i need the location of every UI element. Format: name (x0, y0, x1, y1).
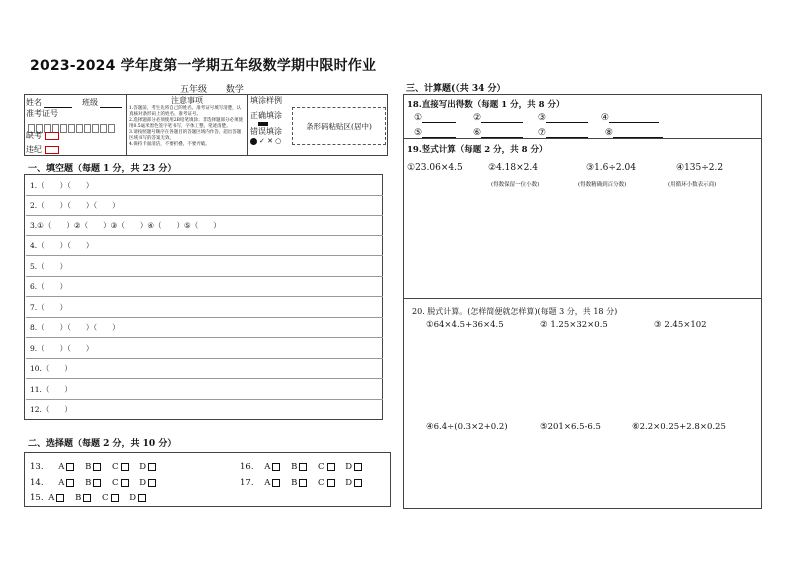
choice-box[interactable] (148, 463, 156, 471)
student-info (24, 94, 127, 156)
notes-title: 注意事项 (171, 96, 203, 105)
choice-item-13: 13. A B C D (30, 462, 164, 472)
q19-note: (得数精确到百分数) (578, 182, 627, 188)
choice-item-17: 17. A B C D (240, 478, 370, 488)
answer-line[interactable] (422, 122, 456, 123)
choice-box[interactable] (121, 463, 129, 471)
fill-row[interactable]: 3.①（ ）②（ ）③（ ）④（ ）⑤（ ） (26, 216, 383, 236)
choice-box[interactable] (148, 479, 156, 487)
section3-heading: 三、计算题(（共 34 分） (406, 84, 506, 94)
barcode-area: 条形码粘贴区(居中) (292, 107, 386, 145)
violation-box[interactable] (45, 146, 59, 154)
fill-row[interactable]: 6.（ ） (26, 277, 383, 297)
q20-item: ①64×4.5+36×4.5 (426, 320, 504, 330)
choice-box[interactable] (327, 479, 335, 487)
note-2: 2.选择题部分必须使用2B铅笔填涂；非选择题部分必须使用0.5毫米黑色签字笔书写，字体工整、笔迹清楚。 (129, 118, 243, 129)
section2-heading: 二、选择题（每题 2 分，共 10 分） (28, 439, 177, 449)
fill-title: 填涂样例 (250, 96, 282, 105)
violation-label: 违纪 (26, 145, 42, 154)
q19-item: ③1.6÷2.04 (586, 163, 636, 173)
choice-box[interactable] (299, 463, 307, 471)
q18-row1: ① ② ③ ④ (414, 113, 659, 123)
fill-row[interactable]: 10.（ ） (26, 359, 383, 379)
choice-item-16: 16. A B C D (240, 462, 370, 472)
q18-heading: 18.直接写出得数（每题 1 分，共 8 分） (407, 100, 565, 110)
choice-box[interactable] (66, 479, 74, 487)
choice-box[interactable] (93, 479, 101, 487)
section3-box (403, 94, 762, 509)
q19-note: (用循环小数表示商) (668, 182, 717, 188)
fill-sample (250, 95, 290, 155)
note-4: 4.保持卡面清洁，不要折叠、不要弄破。 (129, 142, 210, 147)
grade-label: 五年级 (180, 85, 208, 95)
id-label: 准考证号 (26, 109, 58, 118)
choice-box[interactable] (272, 479, 280, 487)
fill-row[interactable]: 4.（ ）（ ） (26, 236, 383, 256)
q19-item: ④135÷2.2 (676, 163, 724, 173)
answer-line[interactable] (609, 122, 659, 123)
class-label: 班级 (82, 98, 98, 107)
fill-row[interactable]: 7.（ ） (26, 298, 383, 318)
fill-row[interactable]: 12.（ ） (30, 405, 72, 414)
q19-item: ①23.06×4.5 (407, 163, 463, 173)
q20-item: ② 1.25×32×0.5 (540, 320, 608, 330)
choice-item-15: 15. A B C D (30, 493, 154, 503)
choice-box[interactable] (56, 494, 64, 502)
fill-row[interactable]: 9.（ ）（ ） (26, 339, 383, 359)
page-title: 2023-2024 学年度第一学期五年级数学期中限时作业 (30, 58, 377, 74)
q19-item: ②4.18×2.4 (488, 163, 538, 173)
absent-box[interactable] (45, 132, 59, 140)
fill-row[interactable]: 8.（ ）（ ）（ ） (26, 318, 383, 338)
note-1: 1.答题前，考生先将自己的姓名、准考证号填写清楚，认真核对条形码上的姓名、准考证号。 (129, 106, 242, 117)
subject-label: 数学 (225, 85, 244, 95)
wrong-marks-icon: ✓ ✕ ○ (250, 137, 290, 145)
fill-wrong: 错误填涂 (250, 127, 282, 136)
answer-line[interactable] (481, 122, 523, 123)
choice-box[interactable] (138, 494, 146, 502)
class-field[interactable] (100, 107, 122, 108)
answer-line[interactable] (481, 137, 523, 138)
q20-item: ⑥2.2×0.25+2.8×0.25 (632, 422, 726, 432)
q20-item: ③ 2.45×102 (654, 320, 707, 330)
choice-box[interactable] (121, 479, 129, 487)
choice-box[interactable] (272, 463, 280, 471)
choice-box[interactable] (111, 494, 119, 502)
section1-heading: 一、填空题（每题 1 分，共 23 分） (28, 164, 177, 174)
note-3: 3.请按照题号顺序在各题目的答题区域内作答，超出答题区域书写的答案无效。 (129, 130, 242, 141)
choice-box[interactable] (93, 463, 101, 471)
fill-row[interactable]: 1.（ ）（ ） (26, 176, 383, 196)
notes-panel (127, 95, 248, 155)
name-label: 姓名 (26, 98, 42, 107)
answer-line[interactable] (613, 137, 663, 138)
fill-row[interactable]: 2.（ ）（ ）（ ） (26, 196, 383, 216)
q20-heading: 20. 脱式计算。(怎样简便就怎样算)(每题 3 分，共 18 分) (412, 307, 618, 316)
answer-line[interactable] (546, 122, 588, 123)
fill-correct: 正确填涂 (250, 111, 282, 120)
choice-box[interactable] (354, 463, 362, 471)
fill-row[interactable]: 5.（ ） (26, 257, 383, 277)
q19-heading: 19.竖式计算（每题 2 分，共 8 分） (407, 145, 548, 155)
choice-box[interactable] (354, 479, 362, 487)
q19-note: (得数保留一位小数) (491, 182, 540, 188)
answer-line[interactable] (422, 137, 456, 138)
q20-item: ⑤201×6.5-6.5 (540, 422, 601, 432)
absent-label: 缺考 (26, 131, 42, 140)
choice-box[interactable] (83, 494, 91, 502)
choice-item-14: 14. A B C D (30, 478, 164, 488)
choice-box[interactable] (66, 463, 74, 471)
q18-row2: ⑤ ⑥ ⑦ ⑧ (414, 128, 663, 138)
q20-item: ④6.4÷(0.3×2+0.2) (426, 422, 508, 432)
answer-line[interactable] (546, 137, 588, 138)
choice-box[interactable] (299, 479, 307, 487)
choice-box[interactable] (327, 463, 335, 471)
fill-row[interactable]: 11.（ ） (26, 380, 383, 400)
